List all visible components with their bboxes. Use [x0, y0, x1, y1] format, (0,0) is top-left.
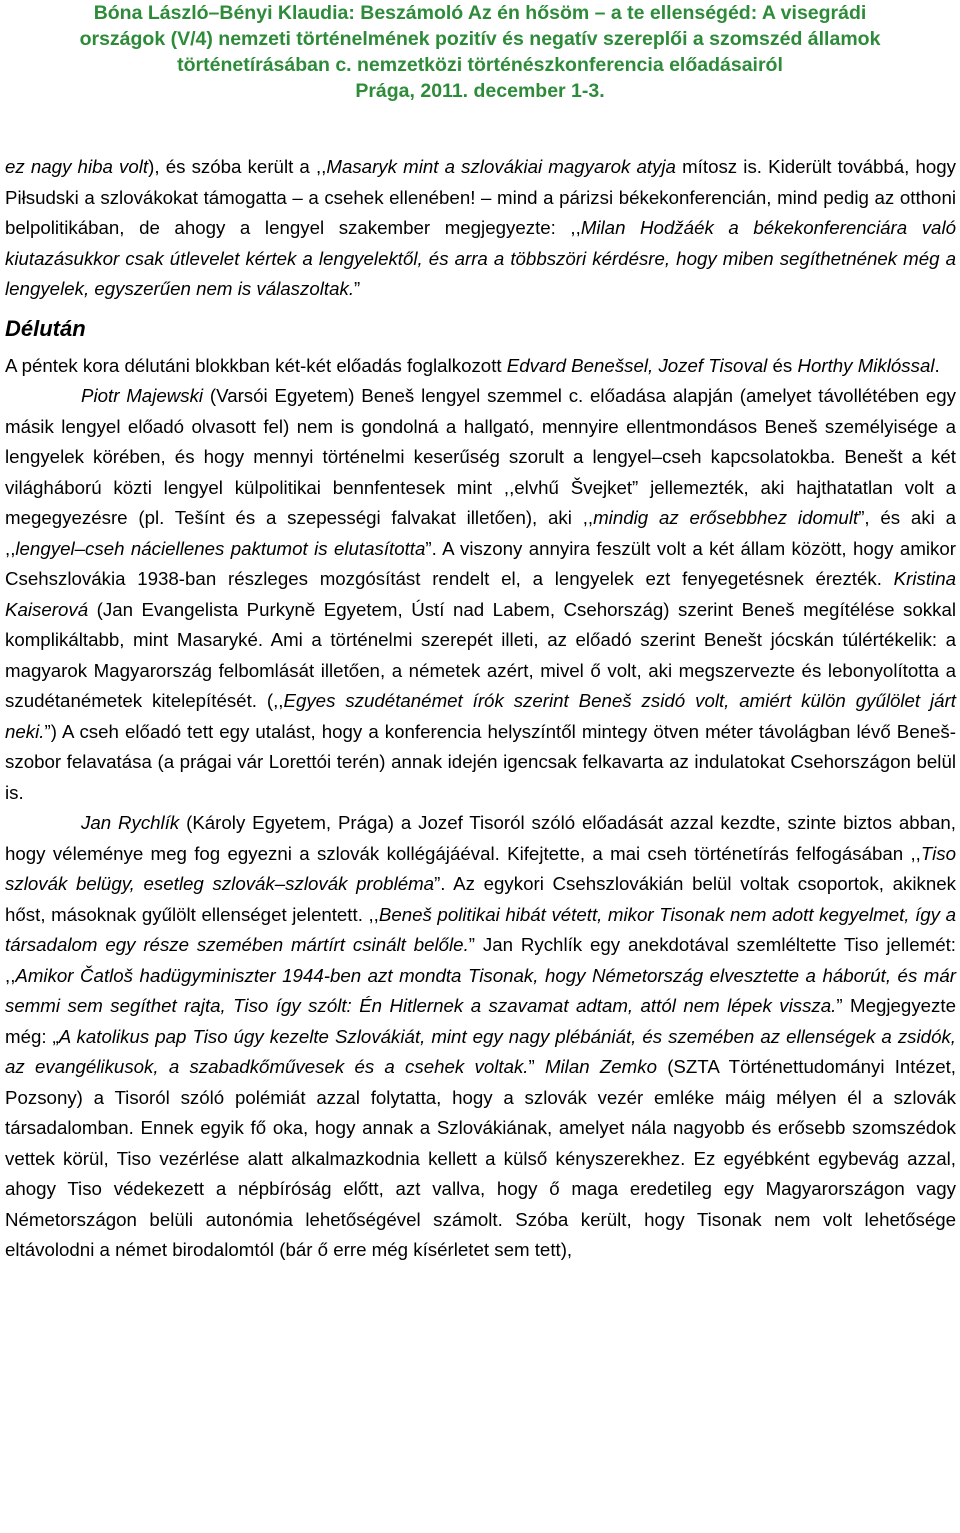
body-text: ” Megjegyezte még: „ — [5, 995, 956, 1047]
body-text: ), és szóba került a ,, — [148, 156, 327, 177]
italic-text: Horthy Miklóssal — [797, 354, 935, 376]
body-text: és — [767, 354, 798, 376]
quote-text: mindig az erősebbhez idomult — [593, 507, 859, 528]
body-text: (SZTA Történettudományi Intézet, Pozsony) a Tisoról szóló polémiát azzal folytatta, hogy a szlovák vezér emléke máig mélyen él a szlovák társadalomban. Ennek egyik fő oka, hogy annak a Szlovákiának, amelyet nála nagyobb és erősebb szomszédok vettek körül, Tiso vezérlése alatt alkalmazkodnia kellett a külső kényszerekhez. Ez egyébként egybevág azzal, ahogy Tiso védekezett a népbíróság előtt, azt vallva, hogy ő maga eredetileg egy Magyarországon vagy Németországon belüli autonómia lehetőségével számolt. Szóba került, hogy Tisonak nem volt lehetősége eltávolodni a német birodalomtól (bár ő erre még kísérletet sem tett), — [5, 1056, 956, 1260]
body-text: mítosz is. Kiderült továbbá, hogy Piłsudski a szlovákokat támogatta – a csehek ellenében! – mind a párizsi békekonferencián, mind pedig az otthoni belpolitikában, de ahogy a lengyel szakember megjegyezte: ,, — [5, 156, 957, 238]
header-line-2: országok (V/4) nemzeti történelmének pozitív és negatív szereplői a szomszéd államok — [79, 28, 881, 50]
paragraph-pilsudski: ez nagy hiba volt), és szóba került a ,,Masaryk mint a szlovákiai magyarok atyja mítosz is. Kiderült továbbá, hogy Piłsudski a szlovákokat támogatta – a csehek ellenében! – mind a párizsi békekonferencián, mind pedig az otthoni belpolitikában, de ahogy a lengyel szakember megjegyezte: ,,Milan Hodžáék a békekonferenciára való kiutazásukkor csak útlevelet kértek a lengyelektől, és arra a többszöri kérdésre, hogy miben segíthetnének még a lengyelek, egyszerűen nem is válaszoltak.” — [5, 156, 957, 299]
body-text: ”) A cseh előadó tett egy utalást, hogy a konferencia helyszíntől mintegy ötven méter távolágban lévő Beneš-szobor felavatása (a prágai vár Lorettói terén) annak idején igencsak felkavarta az indulatokat Csehországon belül is. — [5, 720, 956, 803]
body-text: (Jan Evangelista Purkyně Egyetem, Ústí nad Labem, Csehország) szerint Beneš megítélése sokkal komplikáltabb, mint Masaryké. Ami a történelmi szerepét illeti, az előadó szerint Benešt jócskán túlértékelik: a magyarok Magyarország felbomlását illetően, a németek azért, mivel ő volt, aki megszervezte és lebonyolította a szudétanémetek kitelepítését. (,, — [5, 598, 956, 711]
page-header — [0, 0, 960, 104]
quote-text: Amikor Čatloš hadügyminiszter 1944-ben azt mondta Tisonak, hogy Németország elvesztette a háborút, és már semmi sem segíthet rajta, Tiso így szólt: Én Hitlernek a szavamat adtam, attól nem lépek vissza. — [5, 964, 956, 1016]
speaker-name: Milan Zemko — [544, 1056, 657, 1077]
quote-text: Tiso szlovák belügy, esetleg szlovák–szlovák probléma — [5, 842, 956, 894]
quote-text: Egyes szudétanémet írók szerint Beneš zsidó volt, amiért külön gyűlölet járt neki. — [5, 690, 956, 742]
document-body — [5, 152, 956, 1266]
body-text: (Károly Egyetem, Prága) a Jozef Tisoról szóló előadását azzal kezdte, szinte biztos abban, hogy véleménye meg fog egyezni a szlovák kollégájáéval. Kifejtette, a mai cseh történetírás felfogásában ,, — [5, 812, 956, 864]
italic-text: Edvard Benešsel, Jozef Tisoval — [506, 354, 768, 376]
quote-text: lengyel–cseh náciellenes paktumot is elutasította — [15, 537, 426, 559]
speaker-name: Piotr Majewski — [81, 385, 204, 406]
body-text: ”. Az egykori Csehszlovákián belül voltak csoportok, akiknek hőst, másoknak gyűlölt ellenséget jelentett. ,, — [5, 873, 956, 925]
header-line-1: Bóna László–Bényi Klaudia: Beszámoló Az én hősöm – a te ellenségéd: A visegrádi — [93, 2, 867, 24]
body-text: . — [934, 354, 940, 376]
body-text: ” — [528, 1056, 545, 1077]
quote-text: ez nagy hiba volt — [5, 156, 149, 177]
speaker-name: Kristina Kaiserová — [5, 568, 956, 620]
header-line-3: történetírásában c. nemzetközi történészkonferencia előadásairól — [177, 54, 783, 76]
body-text: (Varsói Egyetem) Beneš lengyel szemmel c. előadása alapján (amelyet távollétében egy másik lengyel előadó olvasott fel) nem is gondolná a hallgató, mennyire ellentmondásos Beneš személyisége a lengyelek körében, és hogy mennyi történelmi keserűség szorult a lengyel–cseh kapcsolatokba. Benešt a két világháború közti lengyel külpolitikai bennfentesek mint ,,elvhű Švejket” jellemezték, aki hajthatatlan volt a megegyezésre (pl. Tešínt és a szepességi falvakat illetően), aki ,, — [5, 385, 956, 528]
body-text: ”. A viszony annyira feszült volt a két állam között, hogy amikor Csehszlovákia 1938-ban részleges mozgósítást rendelt el, a lengyelek ezt fenyegetésnek érezték. — [5, 537, 956, 589]
quote-text: Milan Hodžáék a békekonferenciára való kiutazásukkor csak útlevelet kértek a lengyelektől, és arra a többszöri kérdésre, hogy miben segíthetnének még a lengyelek, egyszerűen nem is válaszoltak. — [5, 217, 956, 299]
header-line-4: Prága, 2011. december 1-3. — [355, 80, 605, 102]
body-text: A péntek kora délutáni blokkban két-két előadás foglalkozott — [5, 354, 507, 376]
quote-text: A katolikus pap Tiso úgy kezelte Szlovákiát, mint egy nagy plébániát, és szemében az ellenségek a zsidók, az evangélikusok, a szabadkőművesek és a csehek voltak. — [5, 1025, 956, 1077]
quote-text: Beneš politikai hibát vétett, mikor Tisonak nem adott kegyelmet, így a társadalom egy része szemében mártírt csinált belőle. — [5, 903, 956, 955]
paragraph-intro — [5, 351, 956, 382]
paragraph-tiso — [5, 808, 956, 1266]
speaker-name: Jan Rychlík — [81, 812, 180, 833]
paragraph-benes — [5, 381, 956, 808]
body-text: ” Jan Rychlík egy anekdotával szemléltette Tiso jellemét: ,, — [5, 934, 956, 986]
quote-text: Masaryk mint a szlovákiai magyarok atyja — [326, 156, 676, 177]
section-heading: Délután — [5, 315, 86, 341]
body-text: ”, és aki a ,, — [5, 507, 956, 559]
